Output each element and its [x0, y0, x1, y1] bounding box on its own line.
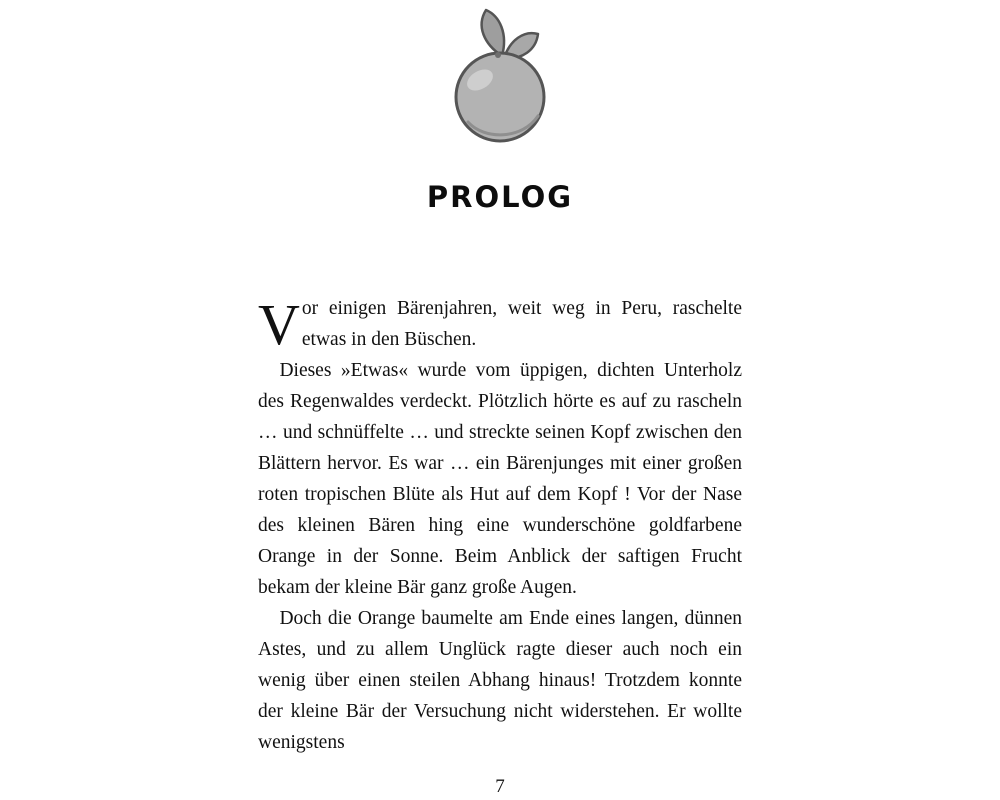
body-text	[258, 293, 742, 758]
paragraph-3: Doch die Orange baumelte am Ende eines langen, dünnen Astes, und zu allem Unglück ragte dieser auch noch ein wenig über einen steilen Abhang hinaus! Trotzdem konnte der kleine Bär der Versuchung nicht widerstehen. Er wollte wenigstens	[258, 608, 742, 753]
leaf-shape	[482, 10, 504, 56]
fruit-stem	[495, 52, 501, 58]
paragraph-1	[258, 293, 742, 355]
paragraph-2: Dieses »Etwas« wurde vom üppigen, dichten Unterholz des Regenwaldes verdeckt. Plötzlich hörte es auf zu rascheln … und schnüffelte … und streckte seinen Kopf zwischen den Blättern hervor. Es war … ein Bärenjunges mit einer großen roten tropischen Blüte als Hut auf dem Kopf ! Vor der Nase des kleinen Bären hing eine wunderschöne goldfarbene Orange in der Sonne. Beim Anblick der saftigen Frucht bekam der kleine Bär ganz große Augen.	[258, 360, 742, 598]
page-number: 7	[495, 776, 505, 797]
paragraph-1-text: or einigen Bärenjahren, weit weg in Peru, raschelte etwas in den Büschen.	[301, 298, 742, 350]
orange-fruit-icon	[440, 4, 560, 144]
drop-cap: V	[258, 292, 300, 357]
fruit-body	[456, 53, 544, 141]
chapter-title: PROLOG	[426, 180, 574, 214]
